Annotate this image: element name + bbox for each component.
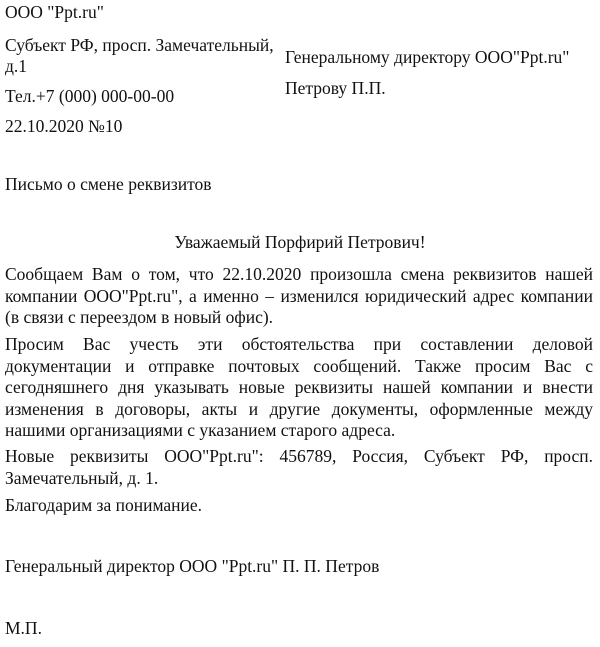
letter-date-number: 22.10.2020 №10 [5, 116, 123, 136]
salutation: Уважаемый Порфирий Петрович! [174, 232, 426, 252]
letter-subject: Письмо о смене реквизитов [5, 174, 212, 194]
stamp-place: М.П. [5, 618, 42, 638]
body-paragraph-1: Сообщаем Вам о том, что 22.10.2020 произошла смена реквизитов нашей компании ООО"Ppt.ru", а именно – изменился юридический адрес компании (в связи с переездом в новый офис). [5, 264, 593, 327]
sender-phone: Тел.+7 (000) 000-00-00 [5, 86, 175, 106]
signature-line: Генеральный директор ООО "Ppt.ru" П. П. Петров [5, 556, 380, 576]
recipient-line2: Петрову П.П. [285, 78, 386, 98]
sender-address-line2: д.1 [5, 56, 28, 76]
sender-company: ООО "Ppt.ru" [5, 2, 104, 22]
body-paragraph-3: Новые реквизиты ООО"Ppt.ru": 456789, Россия, Субъект РФ, просп. Замечательный, д. 1. [5, 446, 593, 488]
recipient-line1: Генеральному директору ООО"Ppt.ru" [285, 47, 570, 67]
body-paragraph-2: Просим Вас учесть эти обстоятельства при составлении деловой документации и отправке почтовых сообщений. Также просим Вас с сегодняшнего дня указывать новые реквизиты нашей компании и внести изменения в договоры, акты и другие документы, оформленные между нашими организациями с указанием старого адреса. [5, 334, 593, 440]
sender-address-line1: Субъект РФ, просп. Замечательный, [5, 35, 274, 55]
body-paragraph-4: Благодарим за понимание. [5, 495, 203, 515]
